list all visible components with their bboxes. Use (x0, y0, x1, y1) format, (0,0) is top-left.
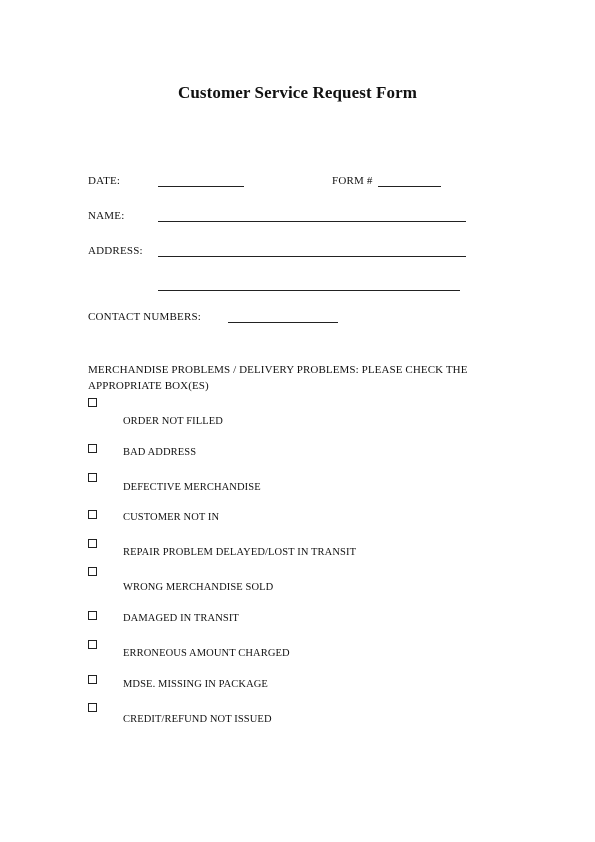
name-field[interactable] (158, 221, 466, 222)
checkbox-erroneous-amount[interactable] (88, 640, 97, 649)
option-label: ORDER NOT FILLED (123, 416, 223, 427)
option-label: DAMAGED IN TRANSIT (123, 613, 239, 624)
option-label: ERRONEOUS AMOUNT CHARGED (123, 648, 290, 659)
checkbox-defective-merchandise[interactable] (88, 473, 97, 482)
option-label: REPAIR PROBLEM DELAYED/LOST IN TRANSIT (123, 547, 357, 558)
address-label: ADDRESS: (88, 245, 143, 257)
checkbox-order-not-filled[interactable] (88, 398, 97, 407)
date-field[interactable] (158, 186, 244, 187)
address-field-line-2[interactable] (158, 290, 460, 291)
checkbox-mdse-missing[interactable] (88, 675, 97, 684)
checkbox-customer-not-in[interactable] (88, 510, 97, 519)
contact-numbers-label: CONTACT NUMBERS: (88, 311, 202, 323)
form-number-label: FORM # (332, 175, 373, 187)
option-label: CUSTOMER NOT IN (123, 512, 220, 523)
form-number-field[interactable] (378, 186, 441, 187)
checkbox-wrong-merchandise-sold[interactable] (88, 567, 97, 576)
option-label: MDSE. MISSING IN PACKAGE (123, 679, 268, 690)
option-label: WRONG MERCHANDISE SOLD (123, 582, 274, 593)
address-field-line-1[interactable] (158, 256, 466, 257)
name-label: NAME: (88, 210, 125, 222)
option-label: DEFECTIVE MERCHANDISE (123, 482, 261, 493)
checkbox-damaged-in-transit[interactable] (88, 611, 97, 620)
option-label: BAD ADDRESS (123, 447, 197, 458)
contact-numbers-field[interactable] (228, 322, 338, 323)
date-label: DATE: (88, 175, 121, 187)
checkbox-bad-address[interactable] (88, 444, 97, 453)
checkbox-credit-refund[interactable] (88, 703, 97, 712)
instructions-text: MERCHANDISE PROBLEMS / DELIVERY PROBLEMS: PLEASE CHECK THE APPROPRIATE BOX(ES) (88, 364, 468, 392)
checkbox-repair-problem[interactable] (88, 539, 97, 548)
option-label: CREDIT/REFUND NOT ISSUED (123, 714, 272, 725)
form-title: Customer Service Request Form (177, 83, 418, 102)
